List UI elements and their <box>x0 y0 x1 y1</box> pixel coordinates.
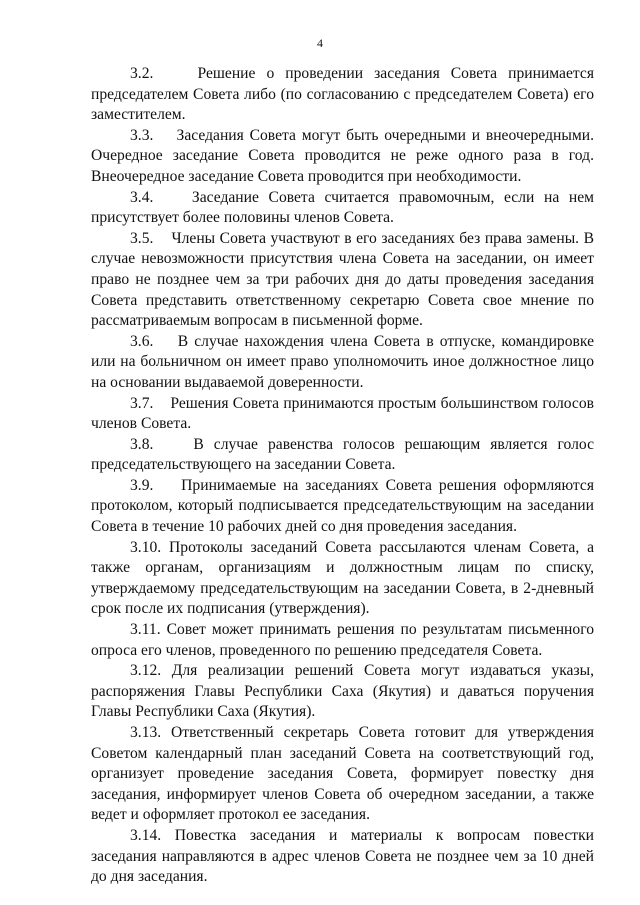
paragraph-3-5 <box>91 229 594 332</box>
page-number: 4 <box>317 36 323 50</box>
paragraph-text: Для реализации решений Совета могут издаваться указы, распоряжения Главы Республики Саха (Якутия) и даваться поручения Главы Республики Саха (Якутия). <box>91 662 594 721</box>
paragraph-3-9 <box>91 476 594 538</box>
paragraph-3-4 <box>91 188 594 229</box>
paragraph-3-12 <box>91 661 594 723</box>
paragraph-text: Решения Совета принимаются простым большинством голосов членов Совета. <box>91 394 594 433</box>
paragraph-3-3 <box>91 126 594 188</box>
paragraph-3-2 <box>91 64 594 126</box>
paragraph-3-14 <box>91 826 594 888</box>
paragraph-3-11 <box>91 620 594 661</box>
paragraph-number: 3.12. <box>130 662 162 680</box>
paragraph-number: 3.5. <box>130 229 154 247</box>
paragraph-text: Принимаемые на заседаниях Совета решения оформляются протоколом, который подписывается председательствующим на заседании Совета в течение 10 рабочих дней со дня проведения заседания. <box>91 476 594 536</box>
document-body <box>91 64 594 888</box>
paragraph-text: Члены Совета участвуют в его заседаниях без права замены. В случае невозможности присутствия члена Совета на заседании, он имеет право не позднее чем за три рабочих дня до даты проведения заседания Совета представить ответственному секретарю Совета свое мнение по рассматриваемым вопросам в письменной форме. <box>91 229 594 330</box>
paragraph-text: Заседания Совета могут быть очередными и внеочередными. Очередное заседание Совета проводится не реже одного раза в год. Внеочередное заседание Совета проводится при необходимости. <box>91 126 594 185</box>
paragraph-number: 3.10. <box>130 538 162 556</box>
paragraph-text: В случае равенства голосов решающим является голос председательствующего на заседании Совета. <box>91 435 594 474</box>
paragraph-number: 3.7. <box>130 394 154 412</box>
paragraph-number: 3.6. <box>130 332 154 350</box>
paragraph-3-13 <box>91 723 594 826</box>
paragraph-number: 3.3. <box>130 126 154 144</box>
paragraph-number: 3.13. <box>130 724 162 741</box>
paragraph-3-7 <box>91 394 594 435</box>
paragraph-3-8 <box>91 435 594 476</box>
paragraph-text: Повестка заседания и материалы к вопросам повестки заседания направляются в адрес членов Совета не позднее чем за 10 дней до дня заседания. <box>91 826 594 886</box>
paragraph-number: 3.14. <box>130 826 162 844</box>
paragraph-text: Ответственный секретарь Совета готовит для утверждения Советом календарный план заседаний Совета на соответствующий год, организует проведение заседания Совета, формирует повестку дня заседания, информирует членов Совета об очередном заседании, а также ведет и оформляет протокол ее заседания. <box>91 724 594 824</box>
paragraph-text: Заседание Совета считается правомочным, если на нем присутствует более половины членов Совета. <box>91 188 594 227</box>
paragraph-text: Протоколы заседаний Совета рассылаются членам Совета, а также органам, организациям и должностным лицам по списку, утверждаемому председательствующим на заседании Совета, в 2-дневный срок после их подписания (утверждения). <box>91 538 594 618</box>
paragraph-3-6 <box>91 332 594 394</box>
paragraph-text: Решение о проведении заседания Совета принимается председателем Совета либо (по согласованию с председателем Совета) его заместителем. <box>91 65 594 124</box>
paragraph-number: 3.2. <box>130 65 154 82</box>
paragraph-number: 3.4. <box>130 188 154 206</box>
paragraph-number: 3.11. <box>130 621 161 639</box>
paragraph-text: Совет может принимать решения по результатам письменного опроса его членов, проведенного по решению председателя Совета. <box>91 621 594 659</box>
paragraph-3-10 <box>91 538 594 620</box>
paragraph-number: 3.8. <box>130 435 154 453</box>
paragraph-number: 3.9. <box>130 476 154 494</box>
paragraph-text: В случае нахождения члена Совета в отпуске, командировке или на больничном он имеет право уполномочить иное должностное лицо на основании выдаваемой доверенности. <box>91 332 594 391</box>
